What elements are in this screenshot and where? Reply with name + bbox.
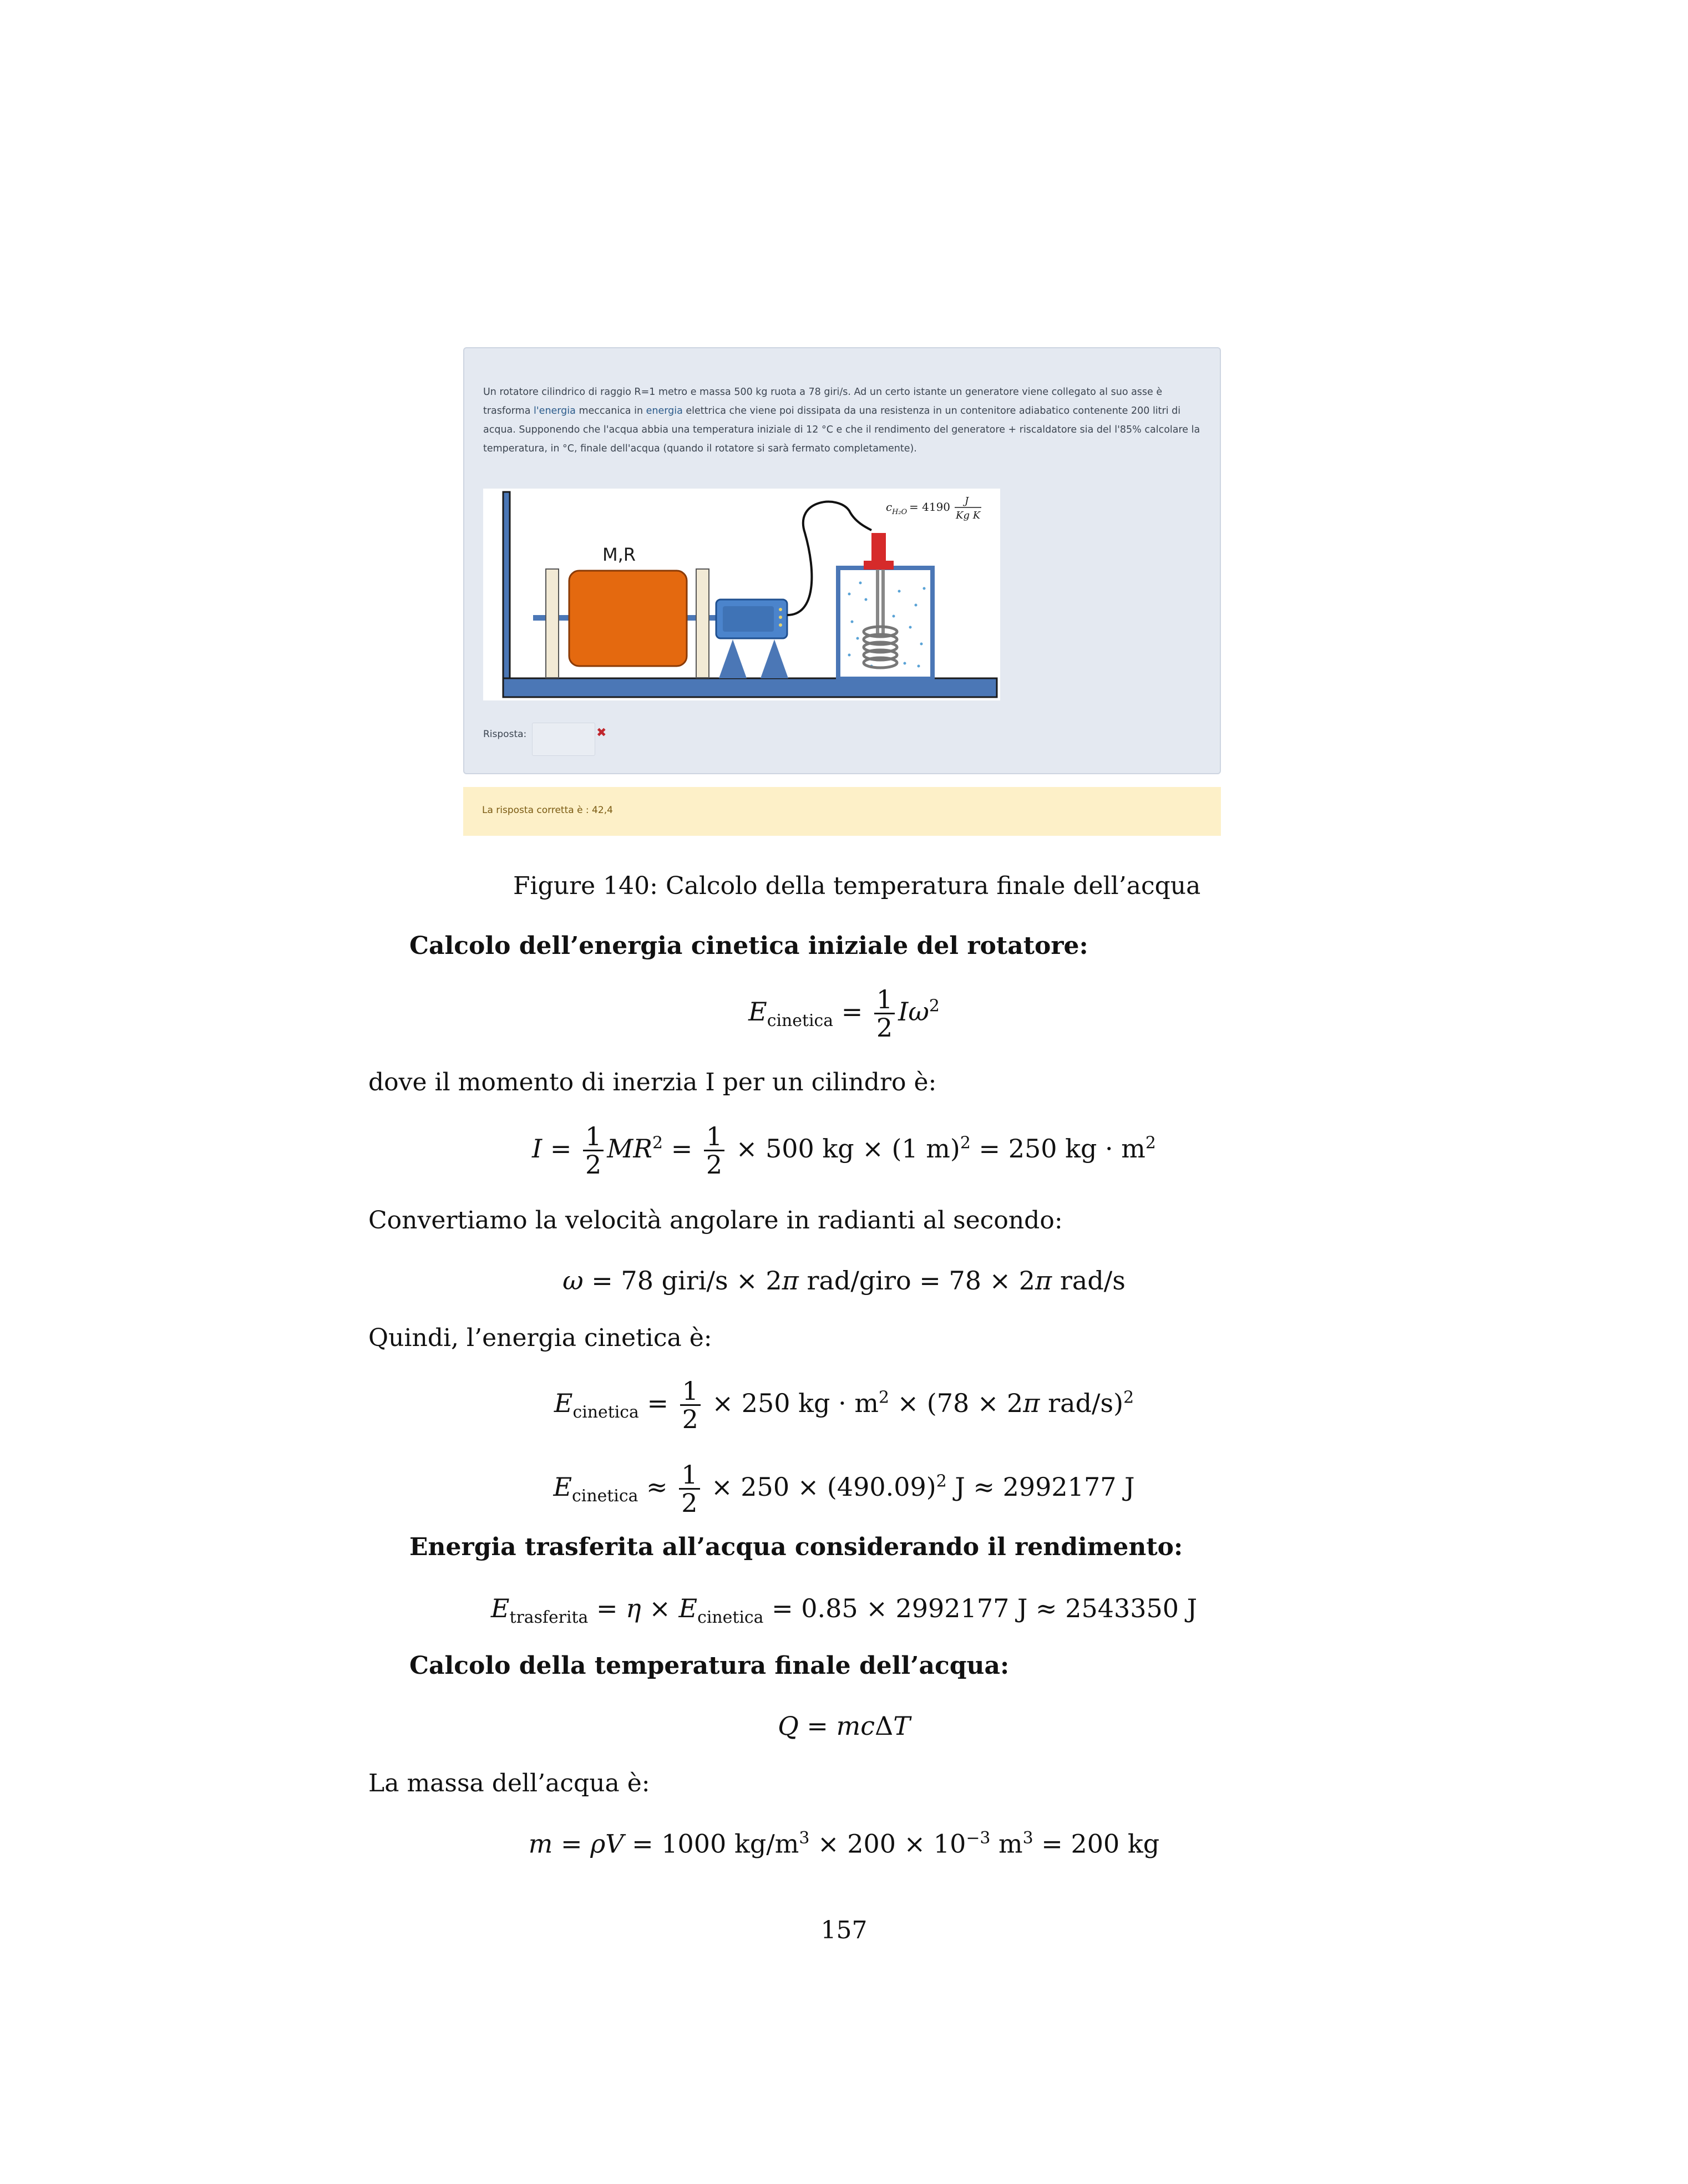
- equation-kinetic-energy-result: $E_{cinetica}$ ≈ $\frac{1}{2}$ × $250 \times (490.09)^2$ J ≈ 2992177 J: [553, 1460, 1135, 1518]
- svg-text:c: c: [886, 500, 893, 514]
- figure-caption: Figure 140: Calcolo della temperatura finale dell’acqua: [513, 872, 1201, 900]
- equation-transferred-energy: $E_{trasferita} = \eta \times E_{cinetica} = 0.85 \times 2992177$ J ≈ 2543350 J: [490, 1593, 1198, 1628]
- quiz-card: [463, 347, 1221, 774]
- energy-link-2[interactable]: energia: [646, 405, 683, 417]
- text-water-mass: La massa dell’acqua è:: [368, 1769, 650, 1797]
- answer-input[interactable]: [532, 723, 595, 756]
- text-moment-of-inertia: dove il momento di inerzia I per un cilindro è:: [368, 1068, 937, 1096]
- equation-kinetic-energy-values: $E_{cinetica}$ = $\frac{1}{2}$ × 250 kg · $m^2 \times (78 \times 2\pi$ rad/s)$^2$: [554, 1376, 1134, 1435]
- equation-kinetic-energy: $E_{cinetica}$ = $\frac{1}{2}$ $I\omega^2$: [748, 984, 940, 1043]
- svg-text:Kg K: Kg K: [956, 510, 981, 521]
- text-angular-velocity: Convertiamo la velocità angolare in radianti al secondo:: [368, 1206, 1063, 1235]
- rotor-label: M,R: [602, 544, 636, 565]
- correct-answer-feedback: [463, 787, 1221, 836]
- page-number: 157: [820, 1916, 868, 1944]
- question-text: Un rotatore cilindrico di raggio R=1 metro e massa 500 kg ruota a 78 giri/s. Ad un certo istante un generatore viene collegato al suo asse è trasforma l'energia meccanica in energia elettrica che viene poi dissipata da una resistenza in un contenitore adiabatico contenente 200 litri di acqua. Supponendo che l'acqua abbia una temperatura iniziale di 12 °C e che il rendimento del generatore + riscaldatore sia del l'85% calcolare la temperatura, in °C, finale dell'acqua (quando il rotatore si sarà fermato completamente).: [483, 387, 1200, 454]
- heading-transferred-energy: Energia trasferita all’acqua considerando il rendimento:: [409, 1533, 1183, 1561]
- specific-heat-formula: [886, 495, 981, 521]
- svg-text:= 4190: = 4190: [909, 500, 951, 514]
- svg-text:H₂O: H₂O: [892, 508, 908, 516]
- heading-kinetic-energy: Calcolo dell’energia cinetica iniziale del rotatore:: [409, 932, 1088, 960]
- wrong-answer-icon: ✖: [596, 726, 607, 740]
- text-kinetic-energy-is: Quindi, l’energia cinetica è:: [368, 1324, 712, 1352]
- equation-heat: Q = mcΔT: [778, 1711, 910, 1741]
- heading-final-temperature: Calcolo della temperatura finale dell’acqua:: [409, 1652, 1010, 1680]
- equation-water-mass: m = ρV = 1000 $kg/m^3 \times 200 \times 10^{-3}$ $m^3 = 200$ kg: [528, 1829, 1160, 1859]
- svg-text:J: J: [965, 495, 969, 507]
- apparatus-figure: [483, 489, 1000, 700]
- equation-moment-of-inertia: I = $\frac{1}{2}$ $MR^2$ = $\frac{1}{2}$ × 500 kg × (1 m)$^2$ = 250 kg · $m^2$: [532, 1121, 1156, 1180]
- energy-link[interactable]: l'energia: [534, 405, 576, 417]
- feedback-text: La risposta corretta è : 42,4: [482, 805, 613, 816]
- answer-label: Risposta:: [483, 729, 527, 740]
- equation-angular-velocity: ω = 78 giri/s × 2π rad/giro = 78 × 2π rad/s: [562, 1266, 1126, 1296]
